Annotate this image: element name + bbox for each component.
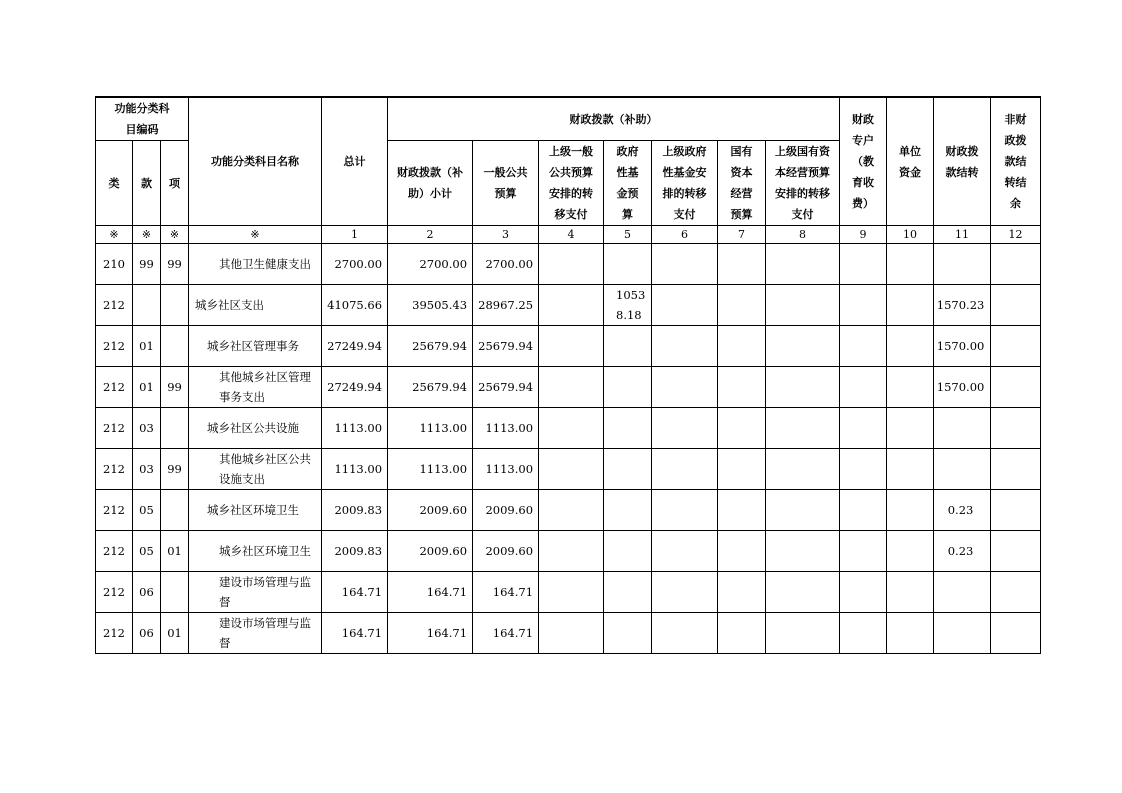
total-cell: 164.71 (322, 572, 388, 613)
unit-funds-cell (887, 285, 934, 326)
nonfiscal-carryover-cell (991, 408, 1041, 449)
state-capital-budget-cell (718, 285, 766, 326)
upper-general-transfer-cell (539, 285, 604, 326)
item-name-cell: 城乡社区公共设施 (189, 408, 322, 449)
fiscal-subtotal-cell: 2009.60 (388, 490, 473, 531)
gov-fund-budget-cell (604, 408, 652, 449)
budget-table (95, 96, 1041, 654)
fiscal-special-cell (840, 367, 887, 408)
fiscal-special-cell (840, 449, 887, 490)
unit-funds-cell (887, 572, 934, 613)
fiscal-subtotal-cell: 25679.94 (388, 326, 473, 367)
gov-fund-budget-cell (604, 244, 652, 285)
fiscal-carryover-cell (934, 244, 991, 285)
code-lei-cell: 212 (96, 285, 133, 326)
nonfiscal-carryover-cell (991, 326, 1041, 367)
fiscal-carryover-cell: 0.23 (934, 490, 991, 531)
general-budget-cell: 28967.25 (473, 285, 539, 326)
fiscal-subtotal-cell: 2700.00 (388, 244, 473, 285)
code-xiang-cell: 01 (161, 613, 189, 654)
func-code-header: 功能分类科目编码 (96, 97, 189, 141)
fiscal-carryover-cell: 0.23 (934, 531, 991, 572)
fiscal-carryover-cell (934, 408, 991, 449)
gov-fund-budget-cell: 10538.18 (604, 285, 652, 326)
unit-funds-cell (887, 244, 934, 285)
upper-state-capital-transfer-cell (766, 531, 840, 572)
upper-gov-fund-transfer-cell (652, 244, 718, 285)
item-name-cell: 其他城乡社区公共设施支出 (189, 449, 322, 490)
state-capital-budget-cell (718, 572, 766, 613)
fiscal-special-cell (840, 326, 887, 367)
upper-gov-fund-transfer-cell (652, 613, 718, 654)
general-budget-cell: 1113.00 (473, 449, 539, 490)
table-row (96, 613, 1041, 654)
item-name-cell: 建设市场管理与监督 (189, 613, 322, 654)
code-lei-cell: 212 (96, 367, 133, 408)
nonfiscal-carryover-header: 非财政拨款结转结余 (991, 97, 1041, 226)
table-row (96, 449, 1041, 490)
nonfiscal-carryover-cell (991, 490, 1041, 531)
code-kuan-cell: 99 (133, 244, 161, 285)
table-row (96, 572, 1041, 613)
fiscal-special-cell (840, 244, 887, 285)
total-cell: 27249.94 (322, 326, 388, 367)
upper-gov-fund-transfer-header: 上级政府性基金安排的转移支付 (652, 141, 718, 226)
code-kuan-cell (133, 285, 161, 326)
fiscal-special-cell (840, 490, 887, 531)
code-xiang-cell: 01 (161, 531, 189, 572)
nonfiscal-carryover-cell (991, 285, 1041, 326)
fiscal-carryover-cell: 1570.00 (934, 326, 991, 367)
gov-fund-budget-header: 政府性基金预算 (604, 141, 652, 226)
table-row (96, 408, 1041, 449)
item-name-cell: 其他城乡社区管理事务支出 (189, 367, 322, 408)
upper-gov-fund-transfer-cell (652, 531, 718, 572)
code-xiang-cell (161, 408, 189, 449)
table-row (96, 285, 1041, 326)
upper-general-transfer-cell (539, 449, 604, 490)
total-cell: 1113.00 (322, 408, 388, 449)
unit-funds-cell (887, 326, 934, 367)
code-kuan-cell: 05 (133, 490, 161, 531)
code-kuan-cell: 05 (133, 531, 161, 572)
code-xiang-cell: 99 (161, 449, 189, 490)
item-name-cell: 城乡社区支出 (189, 285, 322, 326)
total-cell: 164.71 (322, 613, 388, 654)
upper-gov-fund-transfer-cell (652, 449, 718, 490)
fiscal-special-cell (840, 408, 887, 449)
code-kuan-cell: 01 (133, 326, 161, 367)
upper-state-capital-transfer-cell (766, 408, 840, 449)
state-capital-budget-cell (718, 449, 766, 490)
code-xiang-cell (161, 326, 189, 367)
upper-state-capital-transfer-header: 上级国有资本经营预算安排的转移支付 (766, 141, 840, 226)
fiscal-carryover-cell: 1570.00 (934, 367, 991, 408)
total-cell: 2009.83 (322, 490, 388, 531)
index-cell: ※ (96, 226, 133, 244)
upper-gov-fund-transfer-cell (652, 408, 718, 449)
upper-state-capital-transfer-cell (766, 326, 840, 367)
fiscal-subtotal-cell: 164.71 (388, 572, 473, 613)
unit-funds-header: 单位资金 (887, 97, 934, 226)
nonfiscal-carryover-cell (991, 572, 1041, 613)
upper-state-capital-transfer-cell (766, 572, 840, 613)
total-cell: 2009.83 (322, 531, 388, 572)
code-xiang-cell (161, 285, 189, 326)
item-name-cell: 城乡社区环境卫生 (189, 531, 322, 572)
upper-state-capital-transfer-cell (766, 490, 840, 531)
general-budget-cell: 2700.00 (473, 244, 539, 285)
upper-general-transfer-cell (539, 244, 604, 285)
nonfiscal-carryover-cell (991, 531, 1041, 572)
index-cell: 5 (604, 226, 652, 244)
lei-header: 类 (96, 141, 133, 226)
table-row (96, 367, 1041, 408)
index-cell: ※ (161, 226, 189, 244)
unit-funds-cell (887, 531, 934, 572)
code-lei-cell: 212 (96, 408, 133, 449)
code-xiang-cell (161, 572, 189, 613)
code-kuan-cell: 06 (133, 613, 161, 654)
fiscal-subtotal-header: 财政拨款（补助）小计 (388, 141, 473, 226)
upper-state-capital-transfer-cell (766, 244, 840, 285)
total-cell: 2700.00 (322, 244, 388, 285)
upper-general-transfer-cell (539, 531, 604, 572)
upper-gov-fund-transfer-cell (652, 285, 718, 326)
fiscal-subtotal-cell: 1113.00 (388, 449, 473, 490)
unit-funds-cell (887, 449, 934, 490)
gov-fund-budget-cell (604, 490, 652, 531)
index-cell: 7 (718, 226, 766, 244)
item-name-cell: 建设市场管理与监督 (189, 572, 322, 613)
total-cell: 27249.94 (322, 367, 388, 408)
fiscal-special-cell (840, 572, 887, 613)
general-budget-cell: 25679.94 (473, 367, 539, 408)
table-body (96, 226, 1041, 654)
upper-general-transfer-cell (539, 326, 604, 367)
fiscal-special-cell (840, 613, 887, 654)
state-capital-budget-cell (718, 408, 766, 449)
item-name-cell: 城乡社区管理事务 (189, 326, 322, 367)
upper-general-transfer-cell (539, 572, 604, 613)
unit-funds-cell (887, 613, 934, 654)
total-cell: 41075.66 (322, 285, 388, 326)
fiscal-carryover-header: 财政拨款结转 (934, 97, 991, 226)
general-budget-cell: 1113.00 (473, 408, 539, 449)
gov-fund-budget-cell (604, 531, 652, 572)
code-xiang-cell (161, 490, 189, 531)
state-capital-budget-cell (718, 531, 766, 572)
gov-fund-budget-cell (604, 367, 652, 408)
nonfiscal-carryover-cell (991, 367, 1041, 408)
fiscal-carryover-cell (934, 613, 991, 654)
general-budget-cell: 25679.94 (473, 326, 539, 367)
index-cell: 10 (887, 226, 934, 244)
code-lei-cell: 212 (96, 326, 133, 367)
index-cell: 9 (840, 226, 887, 244)
kuan-header: 款 (133, 141, 161, 226)
upper-state-capital-transfer-cell (766, 367, 840, 408)
upper-gov-fund-transfer-cell (652, 326, 718, 367)
column-index-row (96, 226, 1041, 244)
general-budget-cell: 164.71 (473, 613, 539, 654)
code-lei-cell: 210 (96, 244, 133, 285)
fiscal-carryover-cell (934, 572, 991, 613)
index-cell: 6 (652, 226, 718, 244)
budget-table-sheet (95, 96, 1040, 654)
index-cell: 3 (473, 226, 539, 244)
upper-general-transfer-cell (539, 408, 604, 449)
fiscal-special-cell (840, 285, 887, 326)
code-lei-cell: 212 (96, 572, 133, 613)
upper-general-transfer-cell (539, 490, 604, 531)
fiscal-special-header: 财政专户（教育收费） (840, 97, 887, 226)
total-cell: 1113.00 (322, 449, 388, 490)
unit-funds-cell (887, 367, 934, 408)
unit-funds-cell (887, 408, 934, 449)
fiscal-subtotal-cell: 1113.00 (388, 408, 473, 449)
code-xiang-cell: 99 (161, 367, 189, 408)
upper-state-capital-transfer-cell (766, 613, 840, 654)
table-row (96, 326, 1041, 367)
index-cell: 12 (991, 226, 1041, 244)
index-cell: 4 (539, 226, 604, 244)
general-budget-cell: 2009.60 (473, 531, 539, 572)
code-lei-cell: 212 (96, 613, 133, 654)
code-lei-cell: 212 (96, 449, 133, 490)
code-xiang-cell: 99 (161, 244, 189, 285)
item-name-cell: 其他卫生健康支出 (189, 244, 322, 285)
total-header: 总计 (322, 97, 388, 226)
upper-gov-fund-transfer-cell (652, 572, 718, 613)
fiscal-subtotal-cell: 25679.94 (388, 367, 473, 408)
code-kuan-cell: 06 (133, 572, 161, 613)
gov-fund-budget-cell (604, 572, 652, 613)
nonfiscal-carryover-cell (991, 244, 1041, 285)
nonfiscal-carryover-cell (991, 613, 1041, 654)
upper-general-transfer-cell (539, 613, 604, 654)
index-cell: 2 (388, 226, 473, 244)
state-capital-budget-cell (718, 613, 766, 654)
gov-fund-budget-cell (604, 613, 652, 654)
gov-fund-budget-cell (604, 449, 652, 490)
state-capital-budget-cell (718, 244, 766, 285)
upper-state-capital-transfer-cell (766, 449, 840, 490)
index-cell: 8 (766, 226, 840, 244)
upper-state-capital-transfer-cell (766, 285, 840, 326)
code-kuan-cell: 03 (133, 449, 161, 490)
upper-gov-fund-transfer-cell (652, 490, 718, 531)
fiscal-group-header: 财政拨款（补助） (388, 97, 840, 141)
fiscal-carryover-cell: 1570.23 (934, 285, 991, 326)
state-capital-budget-cell (718, 490, 766, 531)
fiscal-subtotal-cell: 2009.60 (388, 531, 473, 572)
fiscal-subtotal-cell: 39505.43 (388, 285, 473, 326)
general-budget-cell: 2009.60 (473, 490, 539, 531)
table-row (96, 531, 1041, 572)
code-lei-cell: 212 (96, 490, 133, 531)
index-cell: 11 (934, 226, 991, 244)
state-capital-budget-header: 国有资本经营预算 (718, 141, 766, 226)
state-capital-budget-cell (718, 326, 766, 367)
unit-funds-cell (887, 490, 934, 531)
item-name-cell: 城乡社区环境卫生 (189, 490, 322, 531)
upper-general-transfer-header: 上级一般公共预算安排的转移支付 (539, 141, 604, 226)
index-cell: ※ (189, 226, 322, 244)
upper-general-transfer-cell (539, 367, 604, 408)
index-cell: ※ (133, 226, 161, 244)
func-name-header: 功能分类科目名称 (189, 97, 322, 226)
general-budget-header: 一般公共预算 (473, 141, 539, 226)
nonfiscal-carryover-cell (991, 449, 1041, 490)
index-cell: 1 (322, 226, 388, 244)
code-lei-cell: 212 (96, 531, 133, 572)
state-capital-budget-cell (718, 367, 766, 408)
fiscal-carryover-cell (934, 449, 991, 490)
upper-gov-fund-transfer-cell (652, 367, 718, 408)
fiscal-special-cell (840, 531, 887, 572)
table-row (96, 244, 1041, 285)
code-kuan-cell: 01 (133, 367, 161, 408)
code-kuan-cell: 03 (133, 408, 161, 449)
general-budget-cell: 164.71 (473, 572, 539, 613)
xiang-header: 项 (161, 141, 189, 226)
fiscal-subtotal-cell: 164.71 (388, 613, 473, 654)
table-row (96, 490, 1041, 531)
gov-fund-budget-cell (604, 326, 652, 367)
